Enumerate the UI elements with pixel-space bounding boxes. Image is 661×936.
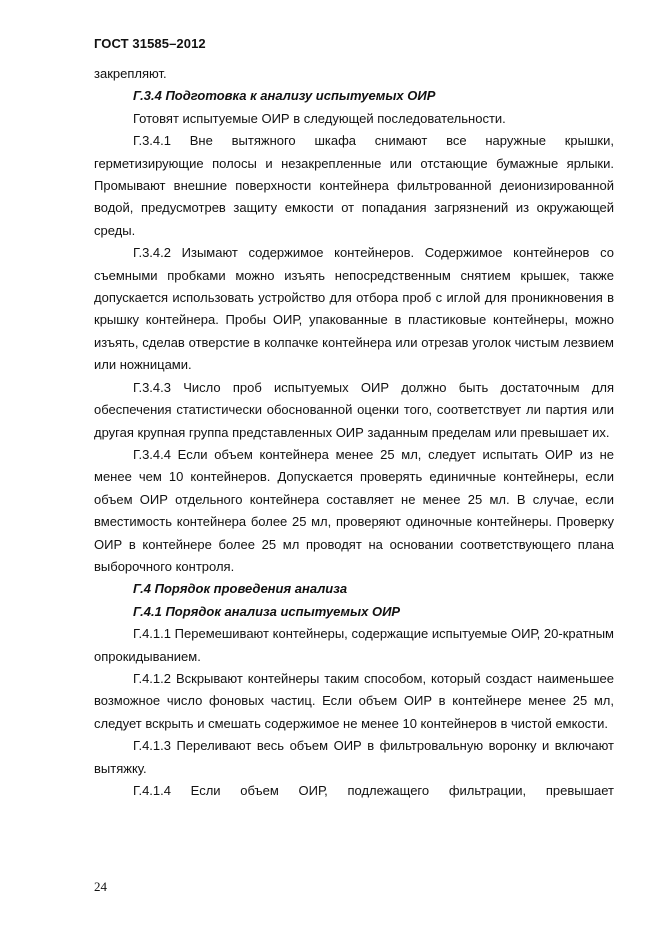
paragraph-intro: Готовят испытуемые ОИР в следующей последовательности. xyxy=(133,110,506,126)
paragraph-g-4-1-3: Г.4.1.3 Переливают весь объем ОИР в фильтровальную воронку и включают вытяжку. xyxy=(94,738,614,776)
paragraph-continuation: закрепляют. xyxy=(94,66,167,81)
section-heading-g-3-4: Г.3.4 Подготовка к анализу испытуемых ОИР xyxy=(133,88,436,104)
paragraph-g-3-4-1: Г.3.4.1 Вне вытяжного шкафа снимают все наружные крышки, герметизирующие полосы и незакрепленные или отстающие бумажные ярлыки. Промывают внешние поверхности контейнера фильтрованной деионизированной водой, предусмотрев защиту емкости от попадания загрязнений из окружающей среды. xyxy=(94,133,614,238)
paragraph-g-4-1-2: Г.4.1.2 Вскрывают контейнеры таким способом, который создаст наименьшее возможное число фоновых частиц. Если объем ОИР в контейнере менее 25 мл, следует вскрыть и смешать содержимое не менее 10 контейнеров в чистой емкости. xyxy=(94,670,614,731)
document-header: ГОСТ 31585–2012 xyxy=(94,36,206,51)
paragraph-g-4-1-1: Г.4.1.1 Перемешивают контейнеры, содержащие испытуемые ОИР, 20-кратным опрокидыванием. xyxy=(94,626,614,664)
paragraph-g-4-1-4: Г.4.1.4 Если объем ОИР, подлежащего фильтрации, превышает xyxy=(133,783,614,798)
page-body xyxy=(94,63,614,802)
paragraph-g-3-4-4: Г.3.4.4 Если объем контейнера менее 25 мл, следует испытать ОИР из не менее чем 10 контейнеров. Допускается проверять единичные контейнеры, если объем ОИР отдельного контейнера составляет не менее 25 мл. В случае, если вместимость контейнера более 25 мл, проверяют одиночные контейнеры. Проверку ОИР в контейнере более 25 мл проводят на основании соответствующего плана выборочного контроля. xyxy=(94,446,614,574)
paragraph-g-3-4-2: Г.3.4.2 Изымают содержимое контейнеров. Содержимое контейнеров со съемными пробками можно изъять непосредственным снятием крышек, также допускается использовать устройство для отбора проб с иглой для проникновения в крышку контейнера. Пробы ОИР, упакованные в пластиковые контейнеры, можно изъять, сделав отверстие в колпачке контейнера или отрезав уголок чистым лезвием или ножницами. xyxy=(94,245,614,373)
section-heading-g-4-1: Г.4.1 Порядок анализа испытуемых ОИР xyxy=(133,603,401,619)
paragraph-g-3-4-3: Г.3.4.3 Число проб испытуемых ОИР должно быть достаточным для обеспечения статистически обоснованной оценки того, соответствует ли партия или другая крупная группа представленных ОИР заданным пределам или превышает их. xyxy=(94,379,614,440)
section-heading-g-4: Г.4 Порядок проведения анализа xyxy=(133,581,348,597)
page-number: 24 xyxy=(94,879,107,894)
